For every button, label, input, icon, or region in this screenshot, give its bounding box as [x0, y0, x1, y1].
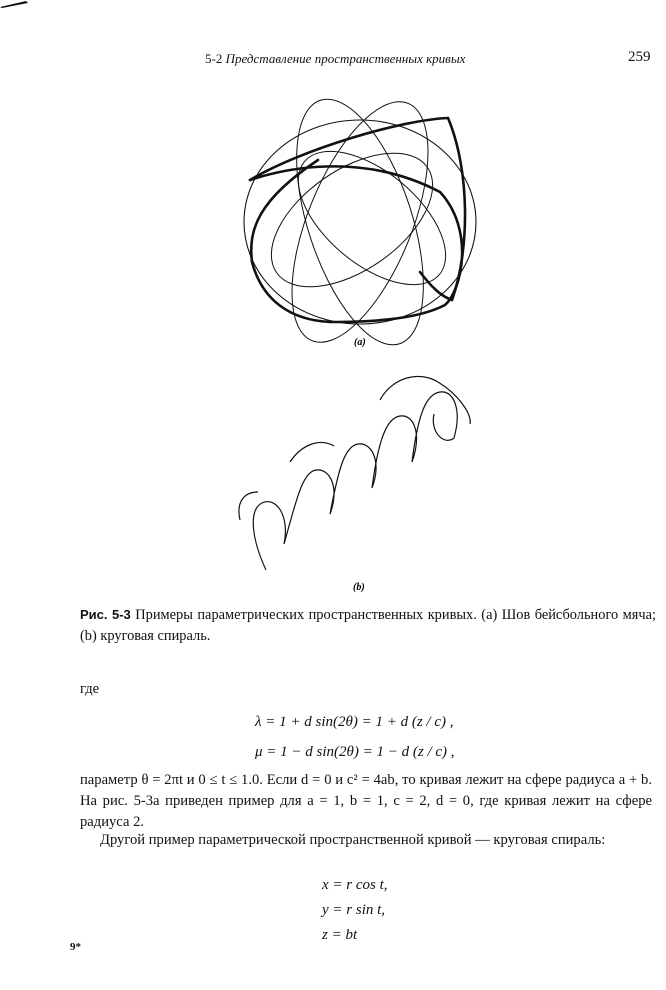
- formula-lambda: λ = 1 + d sin(2θ) = 1 + d (z / c) ,: [255, 714, 454, 730]
- where-text: где: [80, 681, 100, 697]
- figure-label-a: (a): [354, 337, 366, 348]
- formula-x: x = r cos t,: [322, 877, 388, 893]
- formula-mu: μ = 1 − d sin(2θ) = 1 − d (z / c) ,: [255, 744, 455, 760]
- formula-z: z = bt: [322, 927, 358, 943]
- section-title: Представление пространственных кривых: [225, 51, 466, 66]
- page-number: 259: [628, 49, 651, 65]
- caption-label: Рис. 5-3: [80, 607, 131, 622]
- caption-text: Примеры параметрических пространственных кривых. (a) Шов бейсбольного мяча; (b) круговая спираль.: [80, 607, 656, 644]
- formula-y: y = r sin t,: [322, 902, 386, 918]
- signature-mark: 9*: [70, 941, 81, 953]
- paragraph-helix: Другой пример параметрической пространственной кривой — круговая спираль:: [100, 832, 606, 848]
- figure-b-circular-helix: [239, 376, 470, 570]
- figure-a-baseball-seam: [244, 84, 476, 360]
- section-number: 5-2: [205, 51, 223, 66]
- figure-caption: [80, 604, 656, 647]
- figure-label-b: (b): [353, 582, 365, 593]
- paragraph-sphere: параметр θ = 2πt и 0 ≤ t ≤ 1.0. Если d = 0 и c² = 4ab, то кривая лежит на сфере радиуса a + b. На рис. 5-3a приведен пример для a = 1, b = 1, c = 2, d = 0, где кривая лежит на сфере радиуса 2.: [80, 772, 652, 830]
